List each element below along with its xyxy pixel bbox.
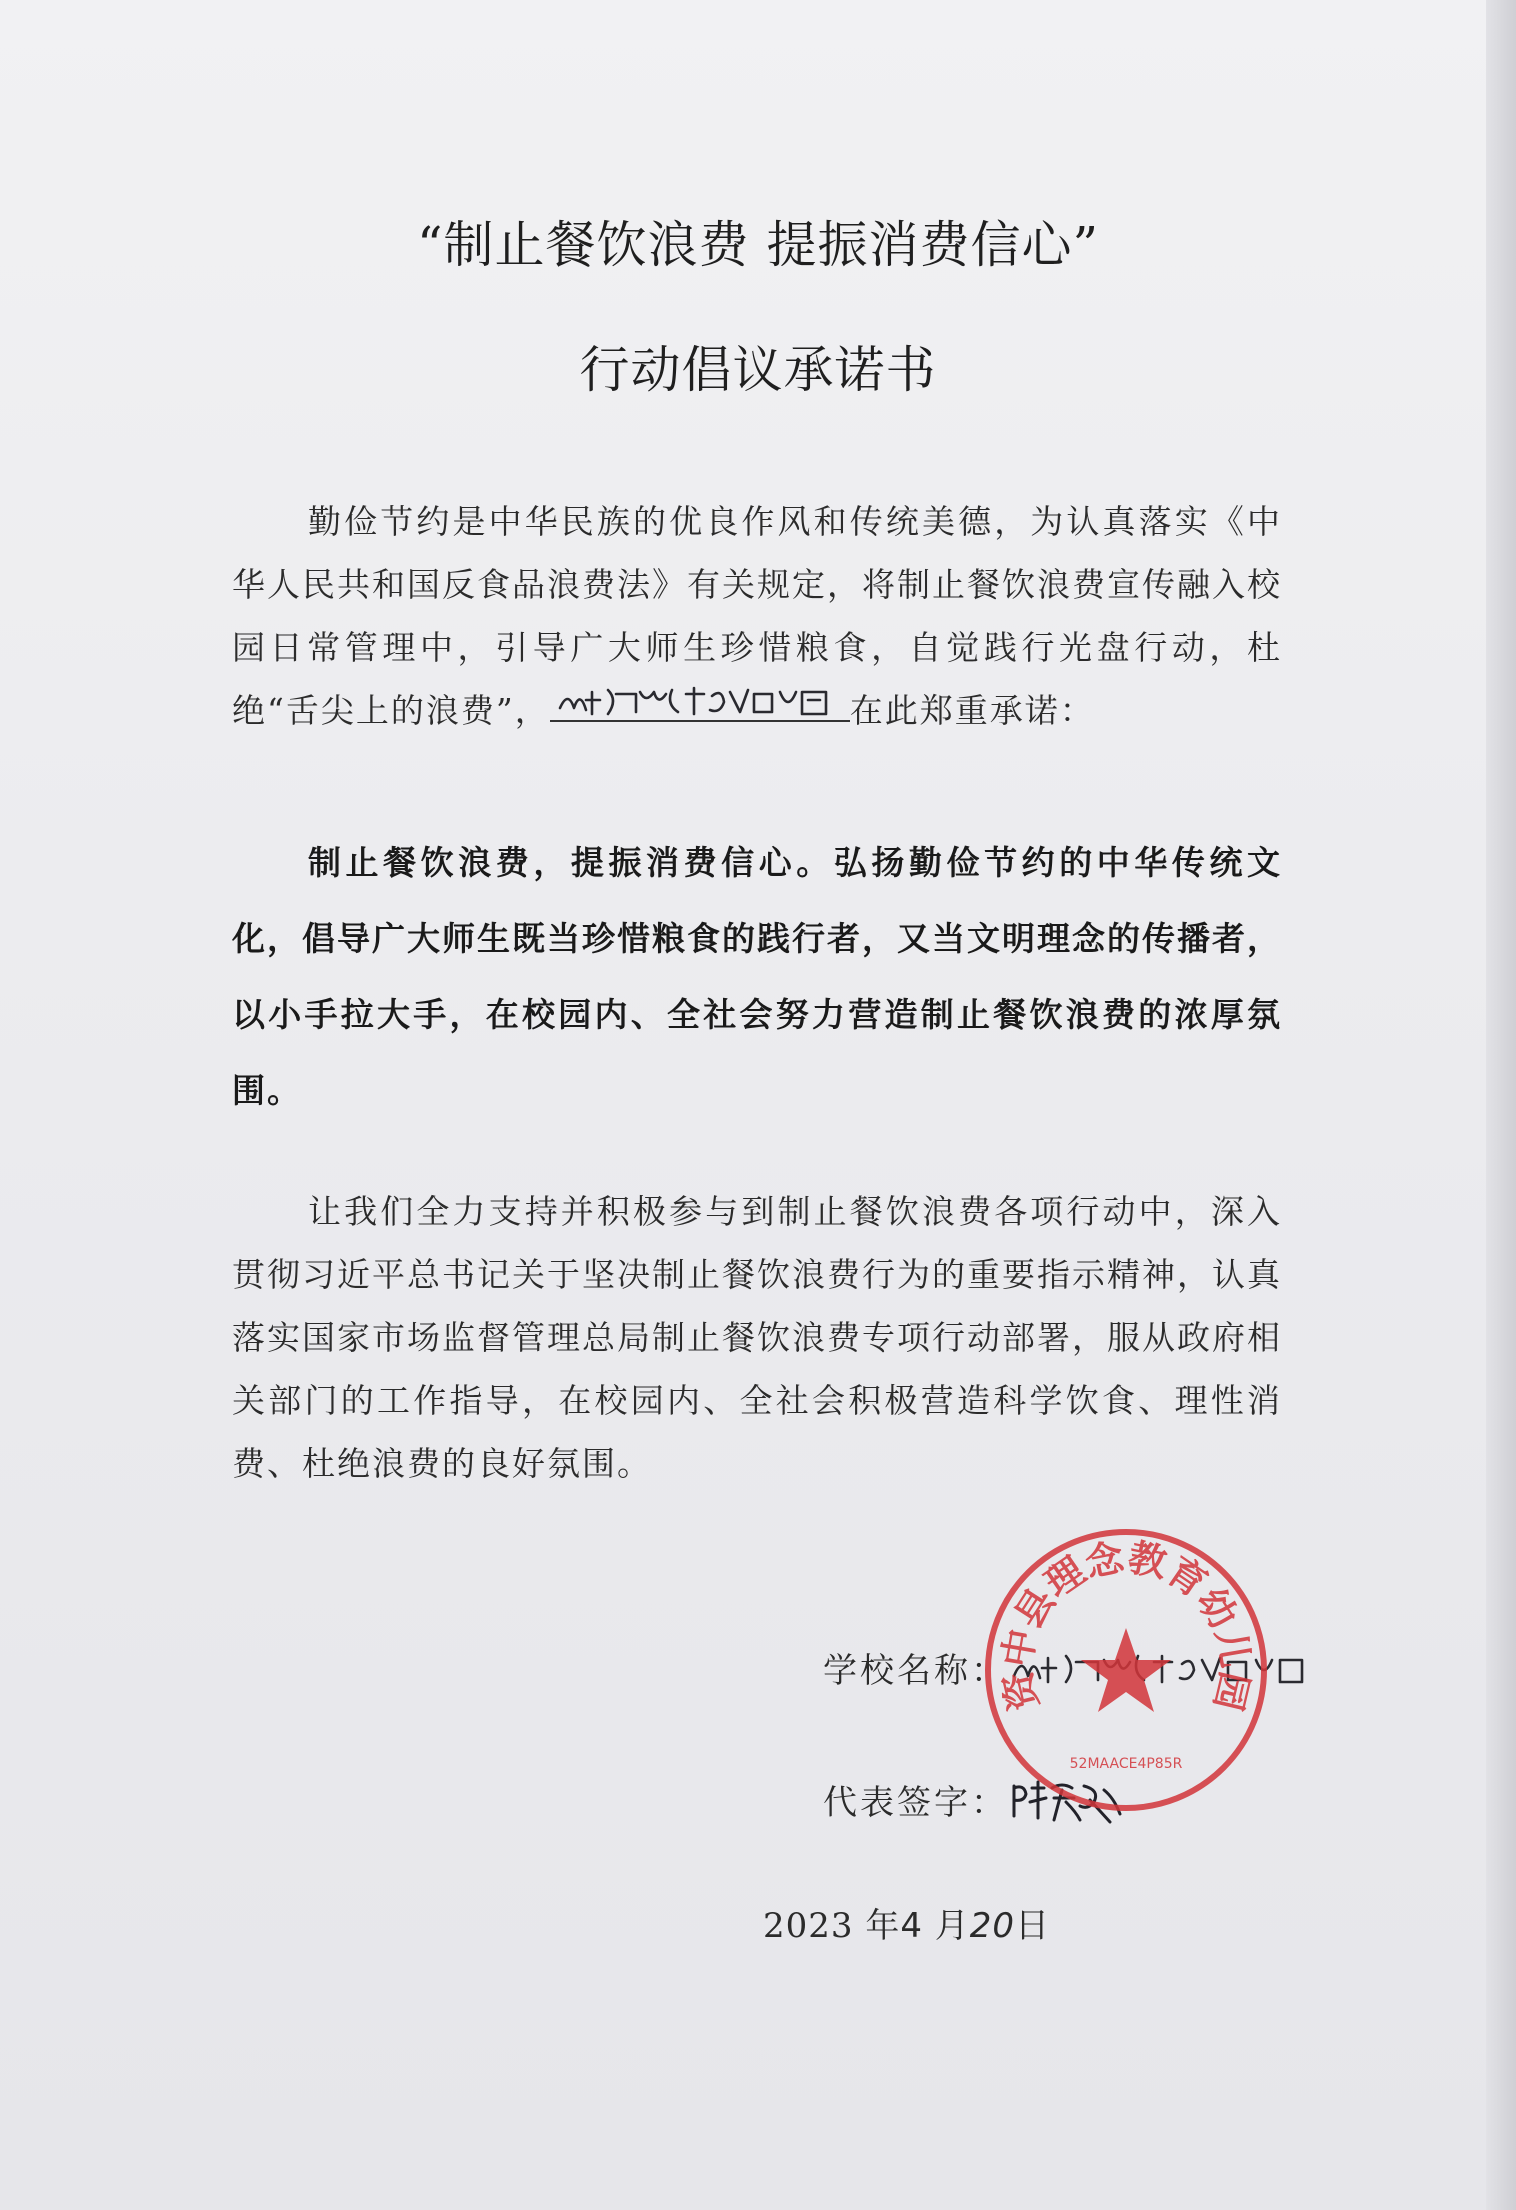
date-month: 4 <box>900 1906 923 1946</box>
date-year: 2023 <box>763 1906 854 1946</box>
date-month-char: 月 <box>934 1906 970 1946</box>
document-date <box>763 1898 1050 1947</box>
handwritten-school-name-inline <box>554 682 844 718</box>
date-day-char: 日 <box>1015 1906 1051 1946</box>
seal-code: 52MAACE4P85R <box>1069 1756 1183 1772</box>
document-title-line1: “制止餐饮浪费 提振消费信心” <box>416 216 1100 274</box>
seal-text-path: 资中县理念教育幼儿园 <box>993 1534 1259 1715</box>
seal-star-icon <box>1081 1628 1171 1712</box>
representative-label: 代表签字： <box>823 1783 1008 1823</box>
paragraph-1-text: 勤俭节约是中华民族的优良作风和传统美德，为认真落实《中华人民共和国反食品浪费法》有关规定，将制止餐饮浪费宣传融入校园日常管理中，引导广大师生珍惜粮食，自觉践行光盘行动，杜绝“舌尖上的浪费”， <box>232 502 1282 730</box>
document-title-line2: 行动倡议承诺书 <box>579 341 937 399</box>
paragraph-1-tail: 在此郑重承诺： <box>849 691 1095 730</box>
paragraph-3: 让我们全力支持并积极参与到制止餐饮浪费各项行动中，深入贯彻习近平总书记关于坚决制止餐饮浪费行为的重要指示精神，认真落实国家市场监督管理总局制止餐饮浪费专项行动部署，服从政府相关部门的工作指导，在校园内、全社会积极营造科学饮食、理性消费、杜绝浪费的良好氛围。 <box>232 1192 1282 1483</box>
date-day: 20 <box>969 1906 1016 1946</box>
official-red-seal <box>976 1520 1276 1820</box>
paragraph-1 <box>232 490 1282 742</box>
date-year-char: 年 <box>865 1906 901 1946</box>
school-fill-line <box>550 680 850 722</box>
paragraph-2-bold: 制止餐饮浪费，提振消费信心。弘扬勤俭节约的中华传统文化，倡导广大师生既当珍惜粮食的践行者，又当文明理念的传播者，以小手拉大手，在校园内、全社会努力营造制止餐饮浪费的浓厚氛围。 <box>232 843 1282 1110</box>
school-name-label: 学校名称： <box>823 1651 1008 1691</box>
